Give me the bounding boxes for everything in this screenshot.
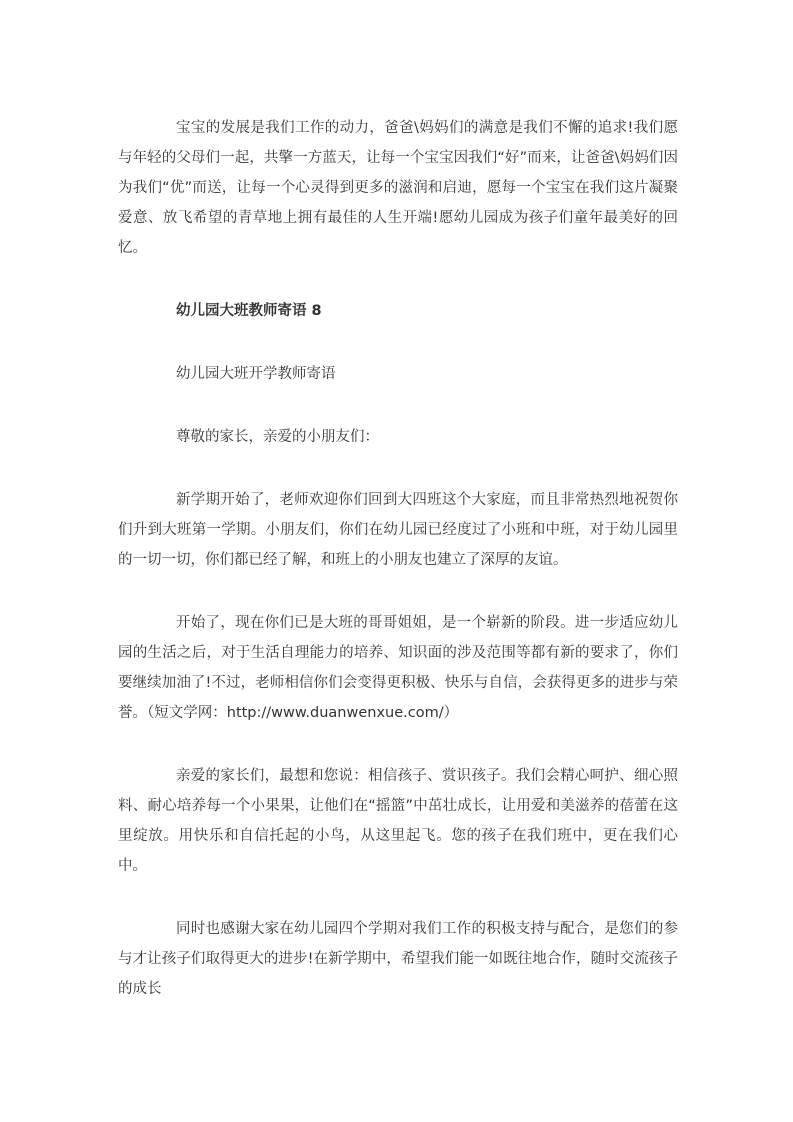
- section-heading: 幼儿园大班教师寄语 8: [176, 303, 322, 319]
- document-page: [118, 113, 678, 1004]
- paragraph-new-stage: 开始了，现在你们已是大班的哥哥姐姐，是一个崭新的阶段。进一步适应幼儿园的生活之后，对于生活自理能力的培养、知识面的涉及范围等都有新的要求了，你们要继续加油了!不过，老师相信你们会变得更积极、快乐与自信，会获得更多的进步与荣誉。（短文学网：http://www.duanwenxue.com/）: [118, 615, 678, 721]
- paragraph-new-semester: 新学期开始了，老师欢迎你们回到大四班这个大家庭，而且非常热烈地祝贺你们升到大班第一学期。小朋友们，你们在幼儿园已经度过了小班和中班，对于幼儿园里的一切一切，你们都已经了解，和班上的小朋友也建立了深厚的友谊。: [118, 492, 678, 568]
- sub-title: 幼儿园大班开学教师寄语: [176, 366, 336, 382]
- paragraph-thanks: 同时也感谢大家在幼儿园四个学期对我们工作的积极支持与配合，是您们的参与才让孩子们取得更大的进步!在新学期中，希望我们能一如既往地合作，随时交流孩子的成长: [118, 921, 678, 997]
- paragraph-intro: 宝宝的发展是我们工作的动力，爸爸\妈妈们的满意是我们不懈的追求!我们愿与年轻的父母们一起，共擎一方蓝天，让每一个宝宝因我们“好”而来，让爸爸\妈妈们因为我们“优”而送，让每一个心灵得到更多的滋润和启迪，愿每一个宝宝在我们这片凝聚爱意、放飞希望的青草地上拥有最佳的人生开端!愿幼儿园成为孩子们童年最美好的回忆。: [118, 120, 678, 256]
- paragraph-parents: 亲爱的家长们，最想和您说：相信孩子、赏识孩子。我们会精心呵护、细心照料、耐心培养每一个小果果，让他们在“摇篮”中茁壮成长，让用爱和美滋养的蓓蕾在这里绽放。用快乐和自信托起的小鸟，从这里起飞。您的孩子在我们班中，更在我们心中。: [118, 768, 678, 874]
- salutation: 尊敬的家长，亲爱的小朋友们：: [176, 429, 379, 445]
